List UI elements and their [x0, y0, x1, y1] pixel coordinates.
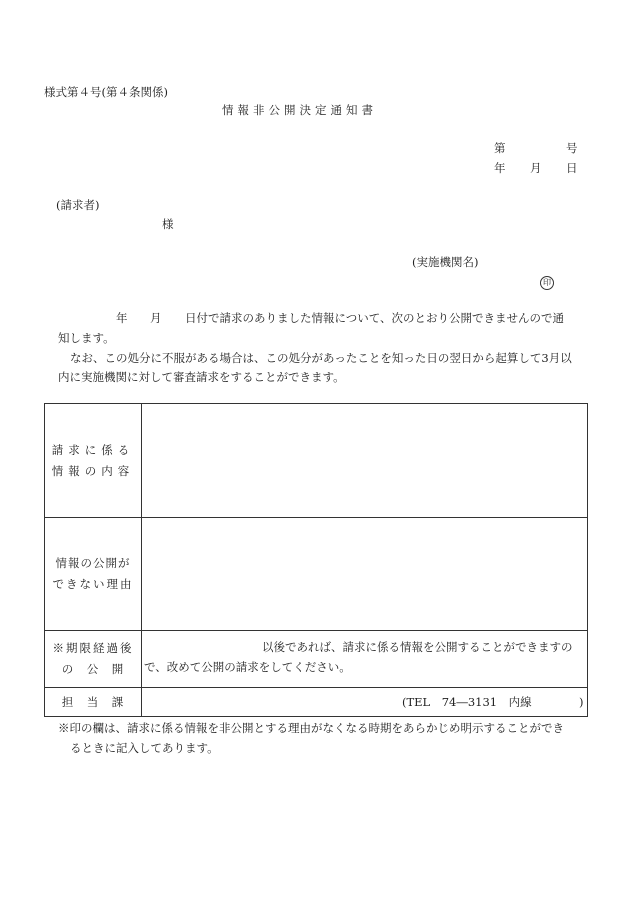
content-field[interactable]	[142, 404, 587, 517]
table-row-reason	[45, 518, 587, 631]
doc-number-suffix: 号	[566, 141, 578, 155]
department-tel-close: )	[579, 695, 584, 709]
department-tel: (TEL 74―3131 内線	[402, 695, 532, 709]
request-year: 年	[116, 311, 128, 325]
body-line-1: 日付で請求のありました情報について、次のとおり公開できませんので通	[185, 311, 565, 325]
department-field[interactable]	[142, 688, 587, 717]
date-year: 年	[494, 161, 506, 175]
body-line-3: なお、この処分に不服がある場合は、この処分があったことを知った日の翌日から起算して3月以	[70, 351, 572, 365]
notice-table	[44, 403, 588, 717]
expiry-label	[45, 631, 142, 687]
agency-label: (実施機関名)	[412, 255, 479, 269]
requester-honorific: 様	[162, 217, 174, 231]
requester-label: (請求者)	[56, 198, 100, 212]
reason-label-line2: できない理由	[52, 577, 134, 591]
expiry-text-line1: 以後であれば、請求に係る情報を公開することができますの	[262, 640, 573, 654]
form-label: 様式第４号(第４条関係)	[44, 85, 168, 99]
department-label	[45, 688, 142, 717]
reason-label-line1: 情報の公開が	[55, 556, 131, 570]
page-title: 情報非公開決定通知書	[222, 103, 377, 117]
reason-field[interactable]	[142, 518, 587, 630]
body-line-2: 知します。	[58, 331, 115, 345]
department-label-text: 担 当 課	[61, 695, 125, 709]
doc-number-prefix: 第	[494, 141, 506, 155]
footnote-line-2: るときに記入してあります。	[70, 741, 219, 755]
seal-mark: 印	[540, 276, 554, 290]
table-row-expiry	[45, 631, 587, 688]
footnote-line-1: ※印の欄は、請求に係る情報を非公開とする理由がなくなる時期をあらかじめ明示することができ	[58, 721, 564, 735]
expiry-label-line1: ※期限経過後	[52, 641, 134, 655]
date-day: 日	[566, 161, 578, 175]
expiry-text-line2: で、改めて公開の請求をしてください。	[144, 660, 351, 674]
content-label	[45, 404, 142, 517]
body-line-4: 内に実施機関に対して審査請求をすることができます。	[58, 370, 345, 384]
table-row-content	[45, 404, 587, 518]
table-row-department	[45, 688, 587, 717]
expiry-label-line2: の 公 開	[61, 662, 125, 676]
reason-label	[45, 518, 142, 630]
expiry-field[interactable]	[142, 631, 587, 687]
date-month: 月	[530, 161, 542, 175]
content-label-line1: 請求に係る	[51, 442, 135, 457]
content-label-line2: 情報の内容	[51, 463, 135, 478]
agency-seal	[540, 275, 554, 290]
request-month: 月	[150, 311, 162, 325]
